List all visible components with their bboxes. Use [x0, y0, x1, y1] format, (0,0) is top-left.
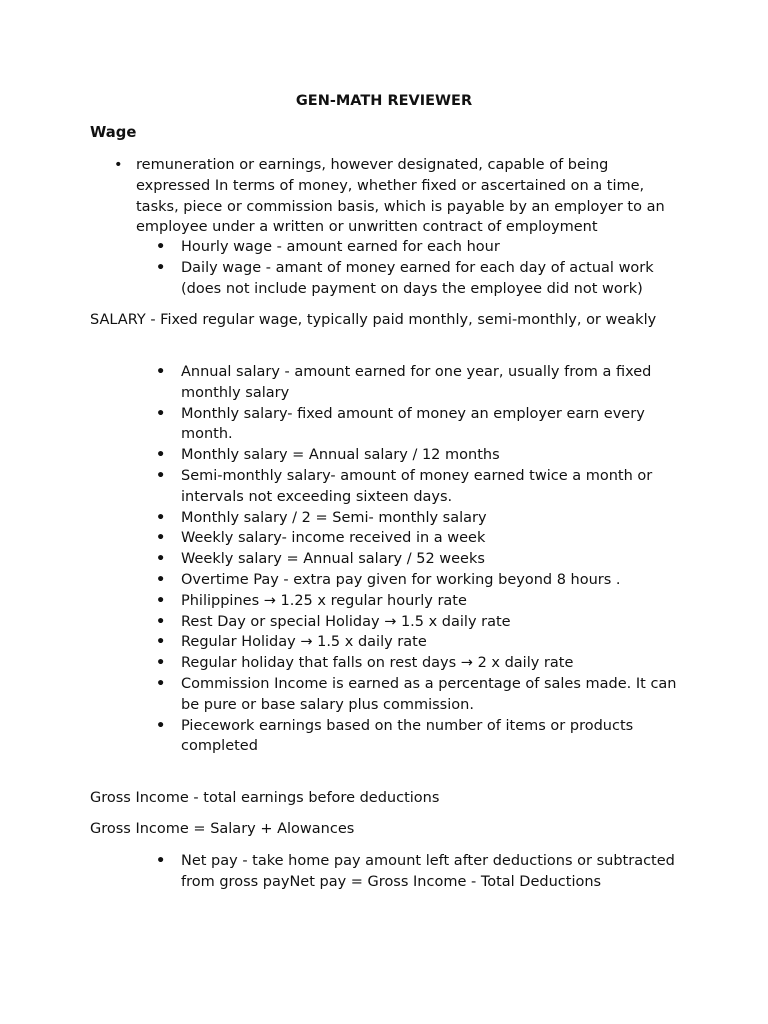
- list-item: • Daily wage - amant of money earned for each day of actual work (does not include payment on days the employee did not work): [181, 258, 681, 300]
- list-item: • Philippines → 1.25 x regular hourly rate: [181, 591, 681, 612]
- list-item: • Regular Holiday → 1.5 x daily rate: [181, 632, 681, 653]
- gross-income-definition: Gross Income - total earnings before deductions: [90, 790, 440, 806]
- list-item: • Piecework earnings based on the number of items or products completed: [181, 716, 681, 758]
- list-item: • Commission Income is earned as a percentage of sales made. It can be pure or base salary plus commission.: [181, 674, 681, 716]
- list-item: • Hourly wage - amount earned for each hour: [181, 237, 681, 258]
- list-item: • Weekly salary = Annual salary / 52 weeks: [181, 549, 681, 570]
- list-item: • Monthly salary = Annual salary / 12 months: [181, 445, 681, 466]
- list-item: • Weekly salary- income received in a week: [181, 528, 681, 549]
- net-pay-list: [181, 851, 681, 893]
- wage-definition: • remuneration or earnings, however designated, capable of being expressed In terms of money, whether fixed or ascertained on a time, tasks, piece or commission basis, which is payable by an employer to an employee under a written or unwritten contract of employment: [136, 155, 681, 238]
- list-item: • Monthly salary / 2 = Semi- monthly salary: [181, 508, 681, 529]
- list-item: • Semi-monthly salary- amount of money earned twice a month or intervals not exceeding sixteen days.: [181, 466, 681, 508]
- list-item: • Annual salary - amount earned for one year, usually from a fixed monthly salary: [181, 362, 681, 404]
- list-item: • Regular holiday that falls on rest days → 2 x daily rate: [181, 653, 681, 674]
- list-item: • Monthly salary- fixed amount of money an employer earn every month.: [181, 404, 681, 446]
- salary-types-list: [181, 362, 681, 757]
- list-item: • Net pay - take home pay amount left after deductions or subtracted from gross payNet pay = Gross Income - Total Deductions: [181, 851, 681, 893]
- gross-income-formula: Gross Income = Salary + Alowances: [90, 821, 355, 837]
- wage-types-list: [181, 237, 681, 299]
- page-title: GEN-MATH REVIEWER: [295, 93, 473, 109]
- salary-definition: SALARY - Fixed regular wage, typically paid monthly, semi-monthly, or weakly: [90, 312, 657, 328]
- wage-definition-list: [136, 155, 681, 238]
- list-item: • Overtime Pay - extra pay given for working beyond 8 hours .: [181, 570, 681, 591]
- section-heading-wage: Wage: [90, 124, 137, 141]
- list-item: • Rest Day or special Holiday → 1.5 x daily rate: [181, 612, 681, 633]
